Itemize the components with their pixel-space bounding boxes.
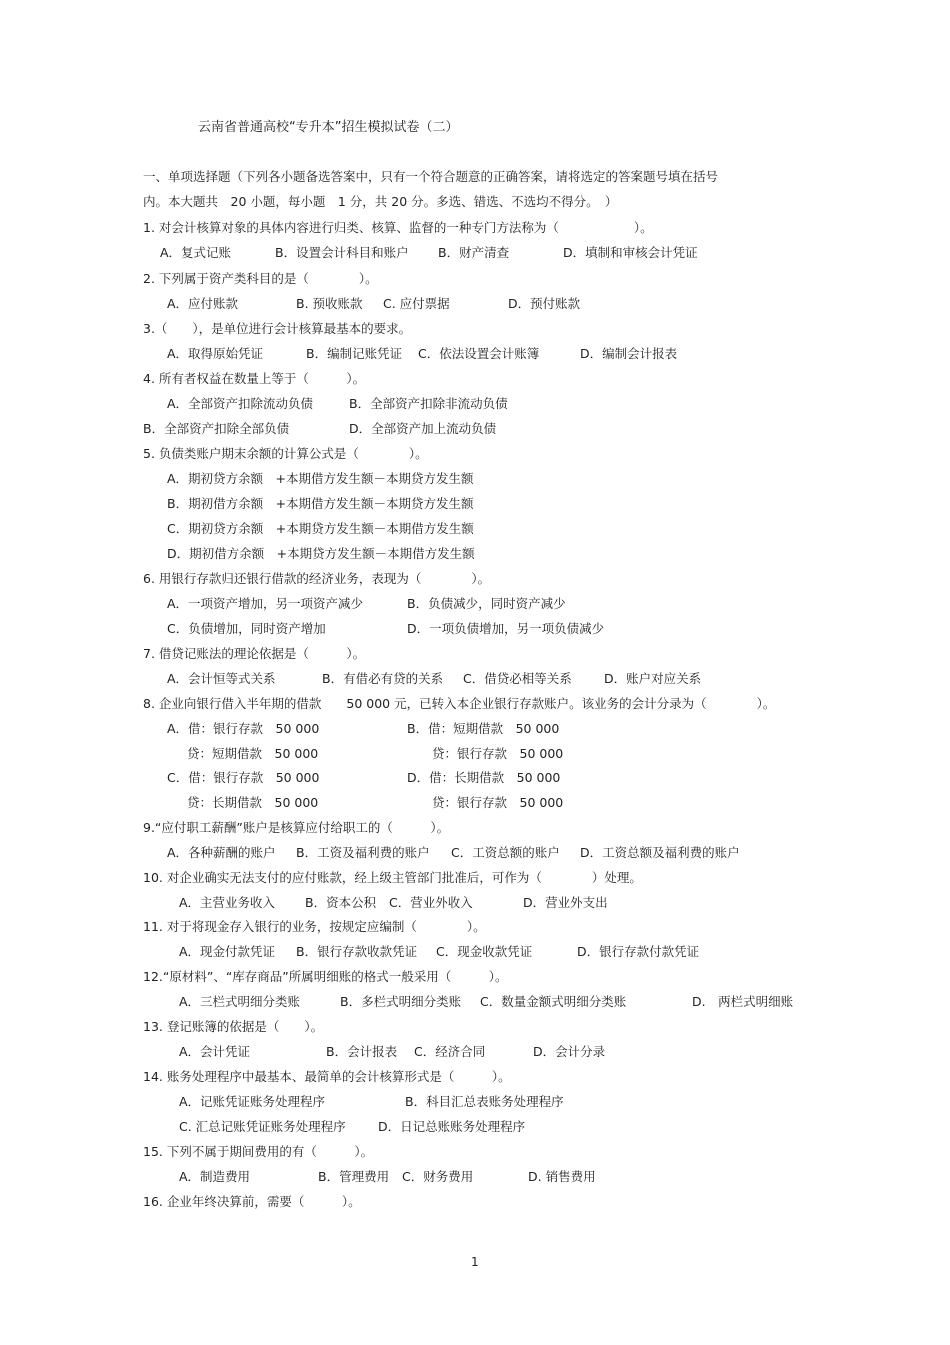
option: B．借：短期借款 50 000	[407, 721, 560, 736]
option: B．管理费用	[318, 1169, 390, 1184]
option: A．现金付款凭证	[179, 944, 276, 959]
option: B．会计报表	[326, 1044, 398, 1059]
option: C．借贷必相等关系	[463, 671, 572, 686]
option: A．一项资产增加，另一项资产减少	[167, 596, 364, 611]
option: C．现金收款凭证	[436, 944, 533, 959]
question-stem: 2. 下列属于资产类科目的是（ ）。	[143, 271, 378, 286]
option: C．依法设置会计账簿	[418, 346, 540, 361]
page-title: 云南省普通高校“专升本”招生模拟试卷（二）	[198, 120, 459, 135]
option: A．会计凭证	[179, 1044, 251, 1059]
question-stem: 6. 用银行存款归还银行借款的经济业务，表现为（ ）。	[143, 571, 491, 586]
option: B. 预收账款	[296, 296, 363, 311]
question-stem: 5. 负债类账户期末余额的计算公式是（ ）。	[143, 446, 428, 461]
option: C．营业外收入	[389, 895, 473, 910]
question-stem: 14. 账务处理程序中最基本、最简单的会计核算形式是（ ）。	[143, 1069, 511, 1084]
option: D. 两栏式明细账	[692, 994, 794, 1009]
option: A．主营业务收入	[179, 895, 276, 910]
option: D．填制和审核会计凭证	[563, 245, 698, 260]
option: D．工资总额及福利费的账户	[580, 845, 740, 860]
question-stem: 11. 对于将现金存入银行的业务，按规定应编制（ ）。	[143, 919, 486, 934]
option: D．日记总账账务处理程序	[378, 1119, 526, 1134]
question-stem: 8. 企业向银行借入半年期的借款 50 000 元，已转入本企业银行存款账户。该业务的会计分录为（ ）。	[143, 696, 776, 711]
question-stem: 3.（ ），是单位进行会计核算最基本的要求。	[143, 321, 412, 336]
option: C．经济合同	[414, 1044, 486, 1059]
option: D．借：长期借款 50 000	[407, 770, 561, 785]
option: D．营业外支出	[523, 895, 608, 910]
option: A．各种薪酬的账户	[167, 845, 276, 860]
question-stem: 13. 登记账簿的依据是（ ）。	[143, 1019, 324, 1034]
option: C．工资总额的账户	[451, 845, 560, 860]
option: B．有借必有贷的关系	[322, 671, 444, 686]
option: A．全部资产扣除流动负债	[167, 396, 314, 411]
option: D．编制会计报表	[580, 346, 678, 361]
option: B．全部资产扣除全部负债	[143, 421, 290, 436]
option: A．三栏式明细分类账	[179, 994, 301, 1009]
question-stem: 4. 所有者权益在数量上等于（ ）。	[143, 371, 366, 386]
option: B．期初借方余额 +本期借方发生额－本期贷方发生额	[167, 496, 474, 511]
option: B．银行存款收款凭证	[296, 944, 418, 959]
option: C．财务费用	[402, 1169, 474, 1184]
option: D．期初借方余额 +本期贷方发生额－本期借方发生额	[167, 546, 475, 561]
option-credit: 贷：短期借款 50 000	[187, 746, 319, 761]
option: D．预付账款	[508, 296, 581, 311]
option: A．制造费用	[179, 1169, 251, 1184]
option: B．工资及福利费的账户	[296, 845, 430, 860]
option: B．负债减少，同时资产减少	[407, 596, 566, 611]
question-stem: 10. 对企业确实无法支付的应付账款，经上级主管部门批准后，可作为（ ）处理。	[143, 870, 642, 885]
option: C．借：银行存款 50 000	[167, 770, 320, 785]
option: D．账户对应关系	[604, 671, 702, 686]
option: B．财产清查	[438, 245, 510, 260]
option-credit: 贷：银行存款 50 000	[432, 795, 564, 810]
option: A．期初贷方余额 +本期借方发生额－本期贷方发生额	[167, 471, 474, 486]
page-number: 1	[471, 1255, 479, 1269]
option: B．多栏式明细分类账	[340, 994, 462, 1009]
option: B．编制记账凭证	[306, 346, 403, 361]
option: A．应付账款	[167, 296, 239, 311]
option: B．资本公积	[305, 895, 377, 910]
option: A．借：银行存款 50 000	[167, 721, 320, 736]
question-stem: 16. 企业年终决算前，需要（ ）。	[143, 1194, 361, 1209]
question-stem: 15. 下列不属于期间费用的有（ ）。	[143, 1144, 374, 1159]
option: A．记账凭证账务处理程序	[179, 1094, 326, 1109]
option-credit: 贷：长期借款 50 000	[187, 795, 319, 810]
option-credit: 贷：银行存款 50 000	[432, 746, 564, 761]
question-stem: 9.“应付职工薪酬”账户是核算应付给职工的（ ）。	[143, 820, 450, 835]
option: A．会计恒等式关系	[167, 671, 276, 686]
option: D．一项负债增加，另一项负债减少	[407, 621, 605, 636]
option: C．期初贷方余额 +本期贷方发生额－本期借方发生额	[167, 521, 474, 536]
option: C．负债增加，同时资产增加	[167, 621, 326, 636]
option: C. 应付票据	[383, 296, 450, 311]
section-heading-cont: 内。本大题共 20 小题，每小题 1 分，共 20 分。多选、错选、不选均不得分。 ）	[143, 194, 618, 209]
option: D. 销售费用	[528, 1169, 596, 1184]
option: B．科目汇总表账务处理程序	[405, 1094, 564, 1109]
option: C．数量金额式明细分类账	[480, 994, 627, 1009]
option: D．全部资产加上流动负债	[349, 421, 497, 436]
option: A．取得原始凭证	[167, 346, 264, 361]
question-stem: 7. 借贷记账法的理论依据是（ ）。	[143, 646, 366, 661]
option: B．设置会计科目和账户	[275, 245, 409, 260]
option: D．银行存款付款凭证	[577, 944, 700, 959]
option: D．会计分录	[533, 1044, 606, 1059]
option: C. 汇总记账凭证账务处理程序	[179, 1119, 346, 1134]
question-stem: 1. 对会计核算对象的具体内容进行归类、核算、监督的一种专门方法称为（ ）。	[143, 220, 653, 235]
option: B．全部资产扣除非流动负债	[349, 396, 508, 411]
section-heading: 一、单项选择题（下列各小题备选答案中，只有一个符合题意的正确答案，请将选定的答案题号填在括号	[143, 169, 719, 184]
question-stem: 12.“原材料”、“库存商品”所属明细账的格式一般采用（ ）。	[143, 969, 508, 984]
option: A．复式记账	[160, 245, 232, 260]
